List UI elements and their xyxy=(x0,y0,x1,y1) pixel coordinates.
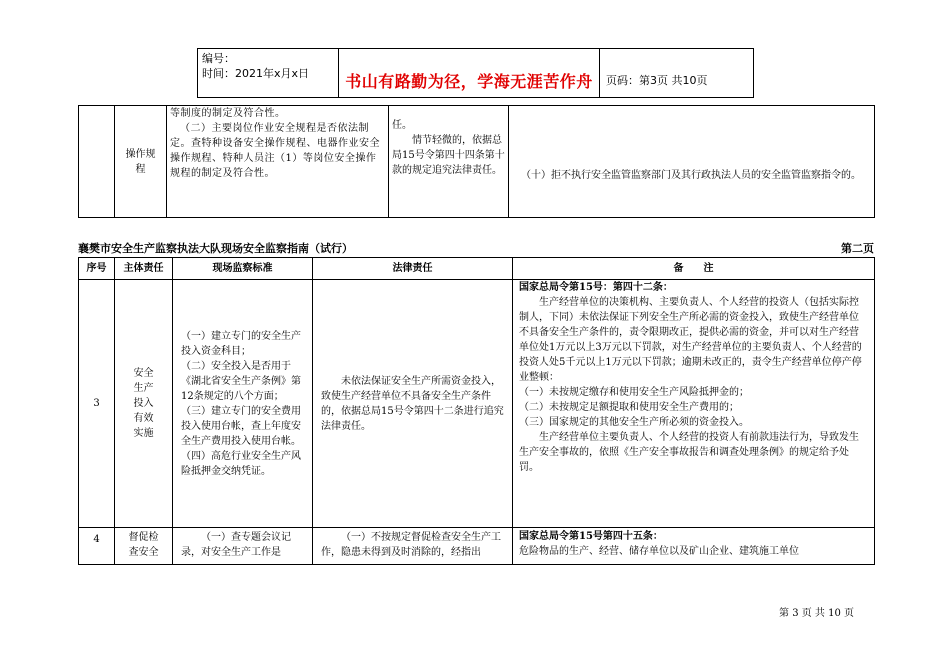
cont-subject-cell xyxy=(115,106,167,218)
col-header-subject: 主体责任 xyxy=(115,258,173,280)
cont-no-cell xyxy=(79,106,115,218)
remark-line: 生产经营单位的决策机构、主要负责人、个人经营的投资人（包括实际控制人，下同）未依法保证下列安全生产所必需的资金投入，致使生产经营单位不具备安全生产条件的，责令限期改正，提供必需的资金，并可以对生产经营单位处1万元以上3万元以下罚款，对生产经营单位的主要负责人、个人经营的投资人处5千元以上1万元以下罚款；逾期未改正的，责令生产经营单位停产停业整顿： xyxy=(519,297,862,383)
row-standard xyxy=(173,528,313,565)
liability-text: 未依法保证安全生产所需资金投入，致使生产经营单位不具备安全生产条件的，依据总局15号令第四十二条进行追究法律责任。 xyxy=(321,375,504,432)
row-subject-text: 督促检查安全 xyxy=(128,532,159,558)
remark-line: （三）国家规定的其他安全生产所必须的资金投入。 xyxy=(519,417,749,428)
remark-line: 危险物品的生产、经营、储存单位以及矿山企业、建筑施工单位 xyxy=(519,546,799,557)
header-motto-cell xyxy=(339,49,600,97)
cont-standard-line: （二）主要岗位作业安全规程是否依法制定。查特种设备安全操作规程、电器作业安全操作规程、特种人员注（1）等岗位安全操作规程的制定及符合性。 xyxy=(170,123,380,179)
row-remark xyxy=(513,528,875,565)
number-label: 编号： xyxy=(202,52,235,65)
row-subject xyxy=(115,528,173,565)
row-subject-text: 安全生产投入有效实施 xyxy=(133,368,154,439)
standard-item: （四）高危行业安全生产风险抵押金交纳凭证。 xyxy=(181,450,301,477)
remark-title: 国家总局令第15号：第四十二条： xyxy=(519,282,673,293)
cont-liability-line: 任。 xyxy=(392,120,412,131)
page-tag: 第二页 xyxy=(841,242,874,255)
cont-liability-line: 情节轻微的，依据总局15号令第四十四条第十款的规定追究法律责任。 xyxy=(392,135,505,176)
standard-item: （二）安全投入是否用于《湖北省安全生产条例》第12条规定的八个方面； xyxy=(181,360,301,402)
cont-remark-cell xyxy=(509,106,875,218)
cont-liability-cell xyxy=(389,106,509,218)
remark-line: （二）未按规定足额提取和使用安全生产费用的； xyxy=(519,402,739,413)
standard-item: （三）建立专门的安全费用投入使用台帐，查上年度安全生产费用投入使用台帐。 xyxy=(181,405,301,447)
col-header-no: 序号 xyxy=(79,258,115,280)
col-header-remark: 备 注 xyxy=(513,258,875,280)
row-no: 4 xyxy=(79,528,115,565)
page-label: 页码：第3页 共10页 xyxy=(606,74,708,87)
remark-line: 生产经营单位主要负责人、个人经营的投资人有前款违法行为，导致发生生产安全事故的，依照《生产安全事故报告和调查处理条例》的规定给予处罚。 xyxy=(519,432,859,473)
header-meta xyxy=(198,49,339,97)
time-label: 时间：2021年x月x日 xyxy=(202,67,310,80)
row-liability xyxy=(313,280,513,528)
row-no: 3 xyxy=(79,280,115,528)
col-header-standard: 现场监察标准 xyxy=(173,258,313,280)
col-header-liability: 法律责任 xyxy=(313,258,513,280)
remark-title: 国家总局令第15号第四十五条： xyxy=(519,531,663,542)
cont-subject-text: 操作规程 xyxy=(125,148,156,175)
cont-remark-text: （十）拒不执行安全监管监察部门及其行政执法人员的安全监管监察指令的。 xyxy=(521,170,861,181)
inspection-table xyxy=(78,257,875,565)
document-title: 襄樊市安全生产监察执法大队现场安全监察指南（试行） xyxy=(78,242,353,255)
header-row xyxy=(79,258,875,280)
row-standard xyxy=(173,280,313,528)
continuation-table xyxy=(78,105,875,218)
liability-text: （一）不按规定督促检查安全生产工作，隐患未得到及时消除的，经指出 xyxy=(321,532,501,558)
table-row xyxy=(79,528,875,565)
table-row xyxy=(79,280,875,528)
standard-item: （一）查专题会议记录，对安全生产工作是 xyxy=(181,532,291,558)
row-subject xyxy=(115,280,173,528)
remark-line: （一）未按规定缴存和使用安全生产风险抵押金的； xyxy=(519,387,749,398)
standard-item: （一）建立专门的安全生产投入资金科目； xyxy=(181,330,301,357)
document-header xyxy=(197,48,754,98)
motto-text: 书山有路勤为径，学海无涯苦作舟 xyxy=(345,71,593,91)
cont-standard-line: 等制度的制定及符合性。 xyxy=(170,108,286,119)
row-remark xyxy=(513,280,875,528)
cont-standard-cell xyxy=(167,106,389,218)
page-footer: 第 3 页 共 10 页 xyxy=(779,608,854,619)
row-liability xyxy=(313,528,513,565)
